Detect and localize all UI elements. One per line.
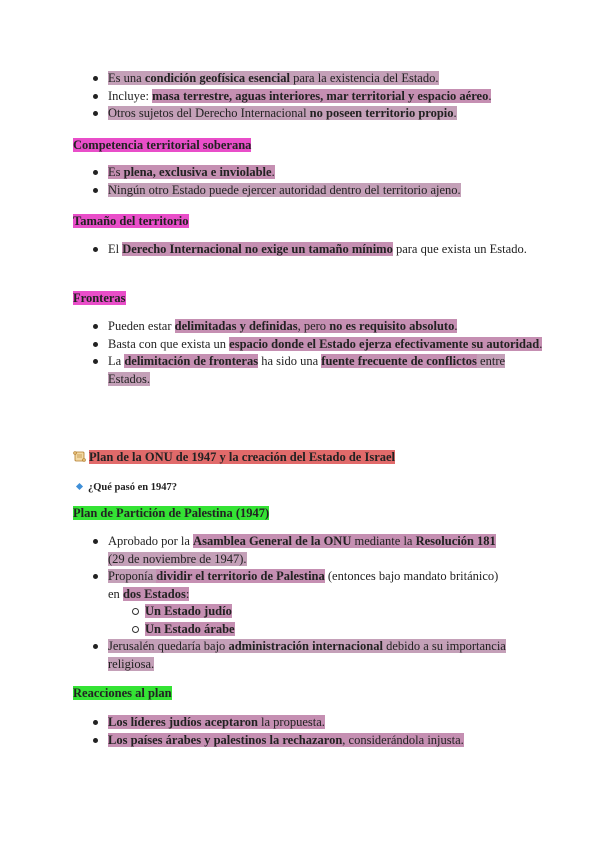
list-item — [73, 336, 543, 354]
list-item — [73, 568, 543, 603]
bold-text: Los países árabes y palestinos la rechazaron — [108, 732, 343, 747]
text: . — [453, 106, 457, 120]
list-item — [73, 353, 543, 388]
bold-text: Resolución 181 — [415, 534, 496, 548]
bold-text: no es requisito absoluto — [329, 319, 455, 333]
list-item — [73, 88, 543, 106]
sub-list-item — [73, 621, 543, 639]
text: debido a su importancia religiosa. — [108, 639, 506, 671]
list-item — [73, 318, 543, 336]
bold-text: Asamblea General de la ONU — [193, 534, 352, 548]
list-item — [73, 70, 543, 88]
bold-text: Los líderes judíos aceptaron — [108, 715, 258, 729]
text: , pero — [297, 319, 330, 333]
text: Incluye: — [108, 88, 153, 103]
text: : — [185, 586, 190, 601]
bold-text: administración internacional — [228, 639, 383, 653]
text: . — [539, 336, 543, 351]
text: Es una — [108, 71, 145, 85]
plan-onu-title: Plan de la ONU de 1947 y la creación del Estado de Israel — [89, 450, 396, 464]
list-item — [73, 105, 543, 123]
list-item — [73, 241, 543, 259]
text: (entonces bajo mandato británico) — [324, 569, 499, 583]
sub-list-item — [73, 603, 543, 621]
text: Jerusalén quedaría bajo — [108, 639, 229, 653]
heading-reacciones: Reacciones al plan — [73, 686, 172, 700]
bold-text: Un Estado árabe — [145, 621, 235, 636]
text: . — [488, 88, 492, 103]
bold-text: plena, exclusiva e inviolable — [123, 165, 272, 179]
text: en — [108, 586, 123, 601]
subheading-question — [73, 478, 177, 496]
bold-text: delimitación de fronteras — [124, 354, 259, 368]
list-item — [73, 638, 543, 673]
text: . — [454, 319, 458, 333]
particion-list — [73, 533, 543, 673]
bold-text: delimitadas y definidas — [174, 319, 298, 333]
text: La — [108, 354, 125, 368]
text: , considerándola injusta. — [342, 732, 464, 747]
text: Basta con que exista un — [108, 336, 230, 351]
text: Es — [108, 165, 124, 179]
text: Pueden estar — [108, 319, 175, 333]
scroll-icon — [73, 451, 86, 462]
top-bullet-list — [73, 70, 543, 123]
list-item — [73, 533, 543, 568]
bold-text: dos Estados — [122, 586, 186, 601]
tamano-list — [73, 241, 543, 259]
competencia-list — [73, 164, 543, 199]
heading-fronteras: Fronteras — [73, 291, 126, 305]
list-item — [73, 164, 543, 182]
list-item — [73, 714, 543, 732]
text: entre Estados. — [108, 354, 506, 386]
heading-plan-onu — [73, 449, 395, 466]
bold-text: fuente frecuente de conflictos — [321, 354, 477, 368]
text: Ningún otro Estado puede ejercer autoridad dentro del territorio ajeno. — [108, 182, 461, 197]
bold-text: condición geofísica esencial — [144, 71, 290, 85]
question-text: ¿Qué pasó en 1947? — [88, 482, 177, 493]
text: Aprobado por la — [108, 534, 194, 548]
text: ha sido una — [258, 354, 322, 368]
list-item — [73, 182, 543, 200]
text: la propuesta. — [257, 715, 325, 729]
bold-text: masa terrestre, aguas interiores, mar territorial y espacio aéreo — [152, 88, 489, 103]
heading-competencia: Competencia territorial soberana — [73, 138, 252, 152]
text: El — [108, 242, 123, 256]
text: para que exista un Estado. — [392, 242, 527, 256]
bold-text: Un Estado judío — [145, 604, 232, 618]
heading-tamano: Tamaño del territorio — [73, 214, 189, 228]
text: mediante la — [351, 534, 416, 548]
text: . — [271, 165, 275, 179]
heading-particion: Plan de Partición de Palestina (1947) — [73, 506, 270, 520]
text: Proponía — [108, 569, 157, 583]
list-item — [73, 732, 543, 750]
text: para la existencia del Estado. — [289, 71, 439, 85]
text: (29 de noviembre de 1947). — [108, 551, 247, 566]
diamond-icon — [76, 483, 83, 490]
fronteras-list — [73, 318, 543, 388]
bold-text: no poseen territorio propio — [309, 106, 454, 120]
bold-text: dividir el territorio de Palestina — [156, 569, 325, 583]
bold-text: espacio donde el Estado ejerza efectivamente su autoridad — [229, 336, 540, 351]
text: Otros sujetos del Derecho Internacional — [108, 106, 310, 120]
reacciones-list — [73, 714, 543, 749]
bold-text: Derecho Internacional no exige un tamaño mínimo — [122, 242, 393, 256]
